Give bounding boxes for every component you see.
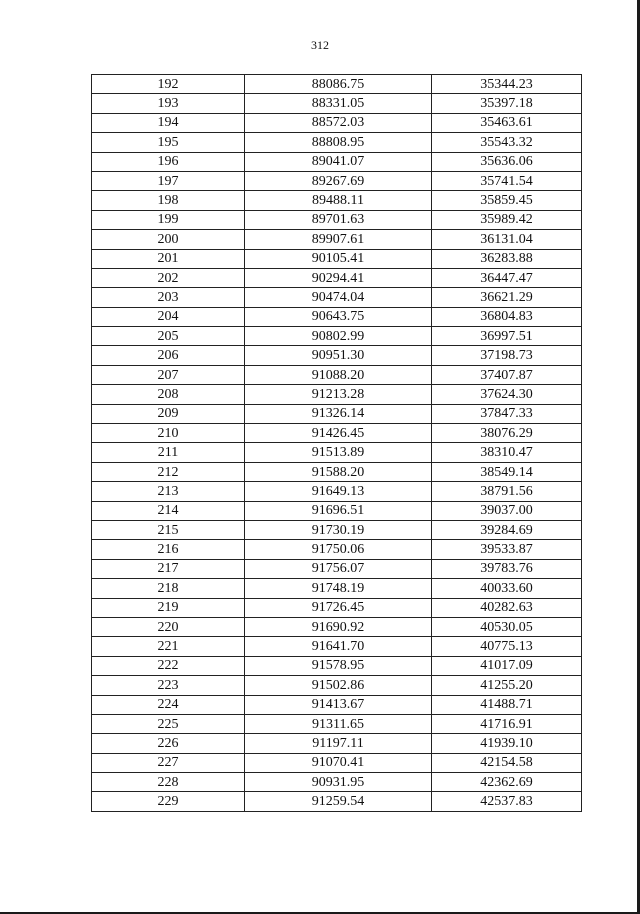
value-a-cell: 91088.20 xyxy=(245,365,432,384)
value-a-cell: 88572.03 xyxy=(245,113,432,132)
row-index-cell: 220 xyxy=(92,617,245,636)
table-row xyxy=(92,559,582,578)
value-b-cell: 38549.14 xyxy=(432,462,582,481)
value-a-cell: 91197.11 xyxy=(245,734,432,753)
value-a-cell: 91750.06 xyxy=(245,540,432,559)
value-a-cell: 91502.86 xyxy=(245,676,432,695)
value-a-cell: 91513.89 xyxy=(245,443,432,462)
row-index-cell: 203 xyxy=(92,288,245,307)
row-index-cell: 210 xyxy=(92,424,245,443)
row-index-cell: 212 xyxy=(92,462,245,481)
value-a-cell: 89267.69 xyxy=(245,171,432,190)
table-row xyxy=(92,637,582,656)
table-row xyxy=(92,307,582,326)
row-index-cell: 224 xyxy=(92,695,245,714)
value-a-cell: 89041.07 xyxy=(245,152,432,171)
row-index-cell: 221 xyxy=(92,637,245,656)
value-a-cell: 90951.30 xyxy=(245,346,432,365)
value-a-cell: 91578.95 xyxy=(245,656,432,675)
table-row xyxy=(92,482,582,501)
page-number: 312 xyxy=(311,38,329,52)
table-row xyxy=(92,94,582,113)
value-b-cell: 38310.47 xyxy=(432,443,582,462)
value-a-cell: 91326.14 xyxy=(245,404,432,423)
row-index-cell: 199 xyxy=(92,210,245,229)
value-a-cell: 91748.19 xyxy=(245,579,432,598)
value-b-cell: 39037.00 xyxy=(432,501,582,520)
value-a-cell: 90105.41 xyxy=(245,249,432,268)
value-b-cell: 41716.91 xyxy=(432,714,582,733)
row-index-cell: 213 xyxy=(92,482,245,501)
value-b-cell: 36131.04 xyxy=(432,230,582,249)
value-a-cell: 89701.63 xyxy=(245,210,432,229)
data-table-body xyxy=(92,75,582,812)
value-b-cell: 39533.87 xyxy=(432,540,582,559)
row-index-cell: 206 xyxy=(92,346,245,365)
row-index-cell: 229 xyxy=(92,792,245,811)
value-b-cell: 35397.18 xyxy=(432,94,582,113)
value-b-cell: 38791.56 xyxy=(432,482,582,501)
table-row xyxy=(92,133,582,152)
value-b-cell: 40530.05 xyxy=(432,617,582,636)
value-b-cell: 37198.73 xyxy=(432,346,582,365)
row-index-cell: 192 xyxy=(92,75,245,94)
value-b-cell: 35463.61 xyxy=(432,113,582,132)
value-a-cell: 88808.95 xyxy=(245,133,432,152)
value-b-cell: 41255.20 xyxy=(432,676,582,695)
value-b-cell: 35344.23 xyxy=(432,75,582,94)
value-a-cell: 91690.92 xyxy=(245,617,432,636)
value-b-cell: 42537.83 xyxy=(432,792,582,811)
row-index-cell: 225 xyxy=(92,714,245,733)
value-a-cell: 91641.70 xyxy=(245,637,432,656)
row-index-cell: 202 xyxy=(92,268,245,287)
value-b-cell: 35859.45 xyxy=(432,191,582,210)
table-row xyxy=(92,598,582,617)
value-a-cell: 90643.75 xyxy=(245,307,432,326)
value-b-cell: 40282.63 xyxy=(432,598,582,617)
row-index-cell: 216 xyxy=(92,540,245,559)
row-index-cell: 211 xyxy=(92,443,245,462)
table-row xyxy=(92,327,582,346)
value-b-cell: 39284.69 xyxy=(432,520,582,539)
value-b-cell: 40775.13 xyxy=(432,637,582,656)
row-index-cell: 201 xyxy=(92,249,245,268)
value-a-cell: 90931.95 xyxy=(245,773,432,792)
value-a-cell: 91070.41 xyxy=(245,753,432,772)
table-row xyxy=(92,443,582,462)
row-index-cell: 198 xyxy=(92,191,245,210)
row-index-cell: 204 xyxy=(92,307,245,326)
table-row xyxy=(92,113,582,132)
value-a-cell: 88331.05 xyxy=(245,94,432,113)
value-a-cell: 88086.75 xyxy=(245,75,432,94)
row-index-cell: 219 xyxy=(92,598,245,617)
value-b-cell: 37847.33 xyxy=(432,404,582,423)
row-index-cell: 218 xyxy=(92,579,245,598)
value-b-cell: 35636.06 xyxy=(432,152,582,171)
value-a-cell: 89488.11 xyxy=(245,191,432,210)
row-index-cell: 196 xyxy=(92,152,245,171)
table-row xyxy=(92,365,582,384)
value-b-cell: 41017.09 xyxy=(432,656,582,675)
value-a-cell: 91413.67 xyxy=(245,695,432,714)
value-a-cell: 91756.07 xyxy=(245,559,432,578)
value-b-cell: 38076.29 xyxy=(432,424,582,443)
value-b-cell: 42362.69 xyxy=(432,773,582,792)
value-b-cell: 35741.54 xyxy=(432,171,582,190)
table-row xyxy=(92,773,582,792)
value-b-cell: 36621.29 xyxy=(432,288,582,307)
value-b-cell: 41939.10 xyxy=(432,734,582,753)
value-b-cell: 42154.58 xyxy=(432,753,582,772)
value-a-cell: 90802.99 xyxy=(245,327,432,346)
table-row xyxy=(92,579,582,598)
value-b-cell: 37624.30 xyxy=(432,385,582,404)
row-index-cell: 226 xyxy=(92,734,245,753)
row-index-cell: 228 xyxy=(92,773,245,792)
row-index-cell: 227 xyxy=(92,753,245,772)
value-b-cell: 40033.60 xyxy=(432,579,582,598)
row-index-cell: 208 xyxy=(92,385,245,404)
table-row xyxy=(92,462,582,481)
table-row xyxy=(92,346,582,365)
row-index-cell: 215 xyxy=(92,520,245,539)
data-table xyxy=(91,74,582,812)
row-index-cell: 195 xyxy=(92,133,245,152)
row-index-cell: 193 xyxy=(92,94,245,113)
value-b-cell: 41488.71 xyxy=(432,695,582,714)
table-row xyxy=(92,249,582,268)
value-b-cell: 36447.47 xyxy=(432,268,582,287)
row-index-cell: 223 xyxy=(92,676,245,695)
value-a-cell: 89907.61 xyxy=(245,230,432,249)
table-row xyxy=(92,268,582,287)
row-index-cell: 205 xyxy=(92,327,245,346)
value-a-cell: 91426.45 xyxy=(245,424,432,443)
row-index-cell: 217 xyxy=(92,559,245,578)
value-b-cell: 36997.51 xyxy=(432,327,582,346)
value-a-cell: 91259.54 xyxy=(245,792,432,811)
value-a-cell: 91696.51 xyxy=(245,501,432,520)
row-index-cell: 194 xyxy=(92,113,245,132)
table-row xyxy=(92,191,582,210)
row-index-cell: 197 xyxy=(92,171,245,190)
table-row xyxy=(92,385,582,404)
value-b-cell: 39783.76 xyxy=(432,559,582,578)
table-row xyxy=(92,676,582,695)
table-row xyxy=(92,501,582,520)
table-row xyxy=(92,656,582,675)
value-a-cell: 91213.28 xyxy=(245,385,432,404)
value-a-cell: 91588.20 xyxy=(245,462,432,481)
row-index-cell: 207 xyxy=(92,365,245,384)
value-a-cell: 91649.13 xyxy=(245,482,432,501)
table-row xyxy=(92,404,582,423)
row-index-cell: 214 xyxy=(92,501,245,520)
table-row xyxy=(92,75,582,94)
value-a-cell: 91311.65 xyxy=(245,714,432,733)
value-a-cell: 90294.41 xyxy=(245,268,432,287)
table-row xyxy=(92,210,582,229)
table-row xyxy=(92,152,582,171)
value-b-cell: 36283.88 xyxy=(432,249,582,268)
row-index-cell: 209 xyxy=(92,404,245,423)
table-row xyxy=(92,753,582,772)
value-b-cell: 35543.32 xyxy=(432,133,582,152)
value-a-cell: 91726.45 xyxy=(245,598,432,617)
value-b-cell: 36804.83 xyxy=(432,307,582,326)
row-index-cell: 222 xyxy=(92,656,245,675)
table-row xyxy=(92,617,582,636)
table-row xyxy=(92,520,582,539)
table-row xyxy=(92,230,582,249)
value-b-cell: 37407.87 xyxy=(432,365,582,384)
row-index-cell: 200 xyxy=(92,230,245,249)
table-row xyxy=(92,734,582,753)
value-b-cell: 35989.42 xyxy=(432,210,582,229)
table-row xyxy=(92,171,582,190)
value-a-cell: 91730.19 xyxy=(245,520,432,539)
table-row xyxy=(92,714,582,733)
table-row xyxy=(92,695,582,714)
table-row xyxy=(92,288,582,307)
table-row xyxy=(92,540,582,559)
table-row xyxy=(92,792,582,811)
value-a-cell: 90474.04 xyxy=(245,288,432,307)
table-row xyxy=(92,424,582,443)
